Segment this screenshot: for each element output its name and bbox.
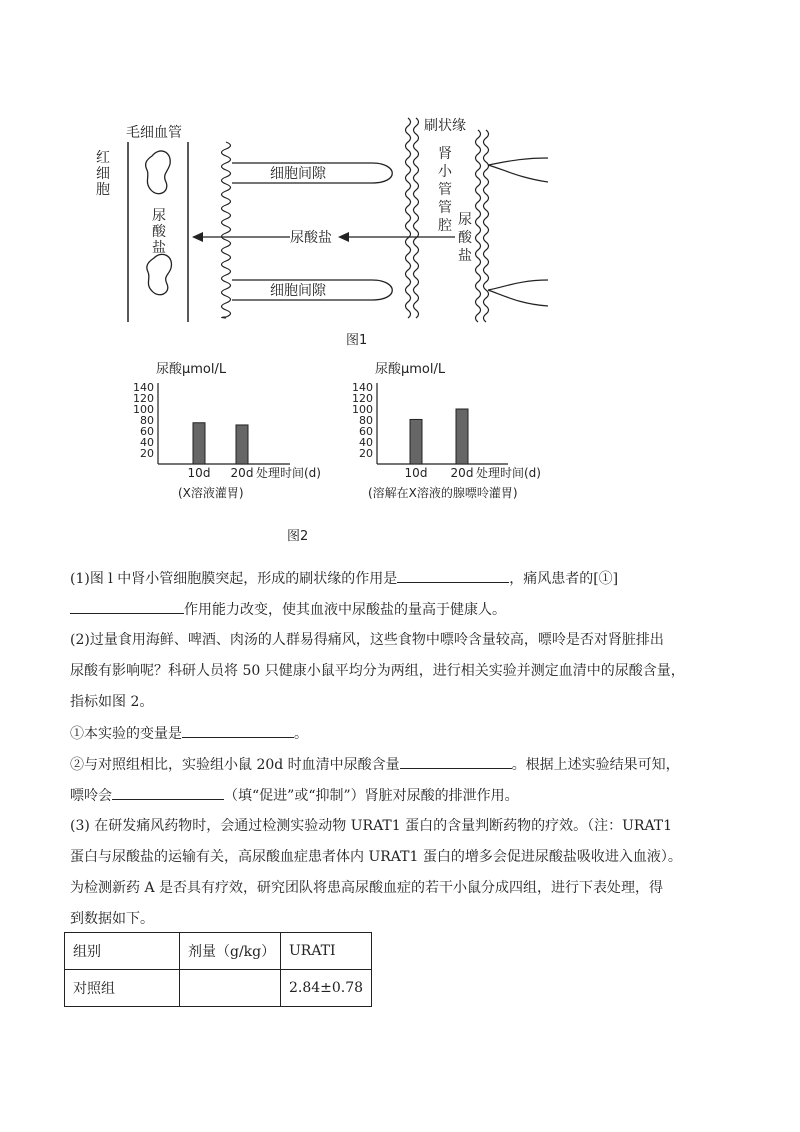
chart-subtitle: (溶解在X溶液的腺嘌呤灌胃) [368, 486, 518, 500]
q2-blank-3[interactable] [112, 785, 224, 800]
lumen-label-2: 小 [438, 164, 452, 180]
y-axis-label: 尿酸μmol/L [375, 362, 446, 377]
basolateral-membrane [222, 142, 231, 318]
x-axis-label: 处理时间(d) [256, 466, 321, 480]
chart-subtitle: (X溶液灌胃) [178, 486, 244, 500]
red-cell-label-2: 细 [96, 166, 110, 182]
table-row [65, 970, 372, 1007]
y-tick-label: 80 [140, 414, 154, 427]
urate-arrow-label: 尿酸盐 [290, 230, 332, 246]
y-tick-label: 100 [133, 403, 154, 416]
x-tick-label: 20d [230, 466, 254, 480]
table-header-row [65, 933, 372, 970]
red-cell-label-3: 胞 [96, 182, 110, 198]
gap-bottom-label: 细胞间隙 [270, 283, 326, 299]
urate-left-label-1: 尿 [152, 208, 166, 224]
q1-line1 [70, 568, 750, 589]
y-tick-label: 80 [359, 414, 373, 427]
urate-left-label-3: 盐 [152, 240, 166, 256]
brush-border-membrane-4 [484, 130, 489, 322]
figure1-caption: 图1 [346, 333, 368, 348]
q2-line3: 指标如图 2。 [70, 694, 154, 710]
x-tick-label: 10d [187, 466, 211, 480]
urate-right-label-2: 酸 [458, 230, 472, 246]
y-tick-label: 40 [140, 436, 154, 449]
brush-border-label: 刷状缘 [424, 118, 466, 134]
q2-sub3 [70, 785, 750, 806]
x-tick-label: 10d [404, 466, 428, 480]
y-tick-label: 20 [359, 447, 373, 460]
table-header-cell: 组别 [65, 933, 180, 970]
q3-line1: (3) 在研发痛风药物时，会通过检测实验动物 URAT1 蛋白的含量判断药物的疗效。（注：URAT1 [70, 818, 673, 834]
q2-sub3-text-b: （填“促进”或“抑制”）肾脏对尿酸的排泄作用。 [224, 788, 519, 804]
gap-top-label: 细胞间隙 [270, 166, 326, 182]
brush-border-membrane-1 [406, 118, 411, 318]
figure2-caption: 图2 [287, 529, 309, 544]
lumen-label-5: 腔 [438, 218, 452, 234]
q2-sub2-text-b: 。根据上述实验结果可知， [511, 757, 680, 773]
lumen-label-3: 管 [438, 182, 452, 198]
urate-arrow-head-left [192, 232, 203, 242]
q2-sub1-text-b: 。 [294, 726, 308, 742]
y-tick-label: 60 [359, 425, 373, 438]
y-tick-label: 20 [140, 447, 154, 460]
q2-blank-2[interactable] [400, 754, 512, 769]
urate-right-label-3: 盐 [458, 248, 472, 264]
x-tick-label: 20d [450, 466, 474, 480]
chart-adenine [352, 362, 541, 500]
red-cell-label-1: 红 [96, 150, 110, 166]
bar-20d [236, 425, 248, 464]
bar-10d [193, 423, 205, 464]
bar-20d [456, 409, 468, 464]
y-tick-label: 140 [352, 381, 373, 394]
red-blood-cell-bottom [147, 254, 172, 294]
x-axis-label: 处理时间(d) [476, 466, 541, 480]
y-tick-label: 120 [133, 392, 154, 405]
q2-sub2 [70, 754, 750, 775]
figure2-charts [0, 355, 800, 555]
q3-line4: 到数据如下。 [70, 911, 154, 927]
bar-10d [410, 419, 422, 464]
y-tick-label: 100 [352, 403, 373, 416]
y-tick-label: 140 [133, 381, 154, 394]
table-header-cell: URATI [281, 933, 372, 970]
y-tick-label: 40 [359, 436, 373, 449]
table-cell[interactable] [180, 970, 281, 1007]
q1-blank-1[interactable] [397, 568, 509, 583]
q1-line2 [70, 599, 750, 620]
table-cell: 对照组 [65, 970, 180, 1007]
q2-blank-1[interactable] [182, 723, 294, 738]
q3-line3: 为检测新药 A 是否具有疗效，研究团队将患高尿酸血症的若干小鼠分成四组，进行下表处理，得 [70, 880, 664, 896]
q3-line2: 蛋白与尿酸盐的运输有关，高尿酸血症患者体内 URAT1 蛋白的增多会促进尿酸盐吸收进入血液）。 [70, 849, 682, 865]
q2-line1: (2)过量食用海鲜、啤酒、肉汤的人群易得痛风，这些食物中嘌呤含量较高，嘌呤是否对肾脏排出 [70, 632, 664, 648]
y-tick-label: 60 [140, 425, 154, 438]
q1-text-c: 作用能力改变，使其血液中尿酸盐的量高于健康人。 [184, 602, 506, 618]
table-cell: 2.84±0.78 [281, 970, 372, 1007]
lumen-label-1: 肾 [438, 146, 452, 162]
figure1-diagram [0, 0, 800, 360]
q2-sub2-text-a: ②与对照组相比，实验组小鼠 20d 时血清中尿酸含量 [70, 757, 400, 773]
lumen-label-4: 管 [438, 200, 452, 216]
y-tick-label: 120 [352, 392, 373, 405]
q1-blank-2[interactable] [70, 599, 184, 614]
q2-sub1-text-a: ①本实验的变量是 [70, 726, 182, 742]
urate-arrow-head-mid [338, 232, 349, 242]
q1-text-a: (1)图 l 中肾小管细胞膜突起，形成的刷状缘的作用是 [70, 571, 398, 587]
capillary-label: 毛细血管 [126, 125, 182, 141]
brush-border-membrane-3 [476, 130, 481, 322]
chart-x-solution [133, 362, 321, 500]
urate-left-label-2: 酸 [152, 224, 166, 240]
red-blood-cell-top [146, 151, 171, 194]
data-table [64, 932, 372, 1007]
table-header-cell: 剂量（g/kg） [180, 933, 281, 970]
urate-right-label-1: 尿 [458, 212, 472, 228]
y-axis-label: 尿酸μmol/L [156, 362, 227, 377]
q2-line2: 尿酸有影响呢？科研人员将 50 只健康小鼠平均分为两组，进行相关实验并测定血清中的尿酸含量， [70, 663, 685, 679]
adjacent-cell-top [488, 158, 548, 182]
q1-text-b: ，痛风患者的[①] [509, 571, 619, 587]
brush-border-membrane-2 [414, 118, 419, 318]
q2-sub1 [70, 723, 750, 744]
adjacent-cell-bottom [488, 280, 548, 306]
q2-sub3-text-a: 嘌呤会 [70, 788, 112, 804]
